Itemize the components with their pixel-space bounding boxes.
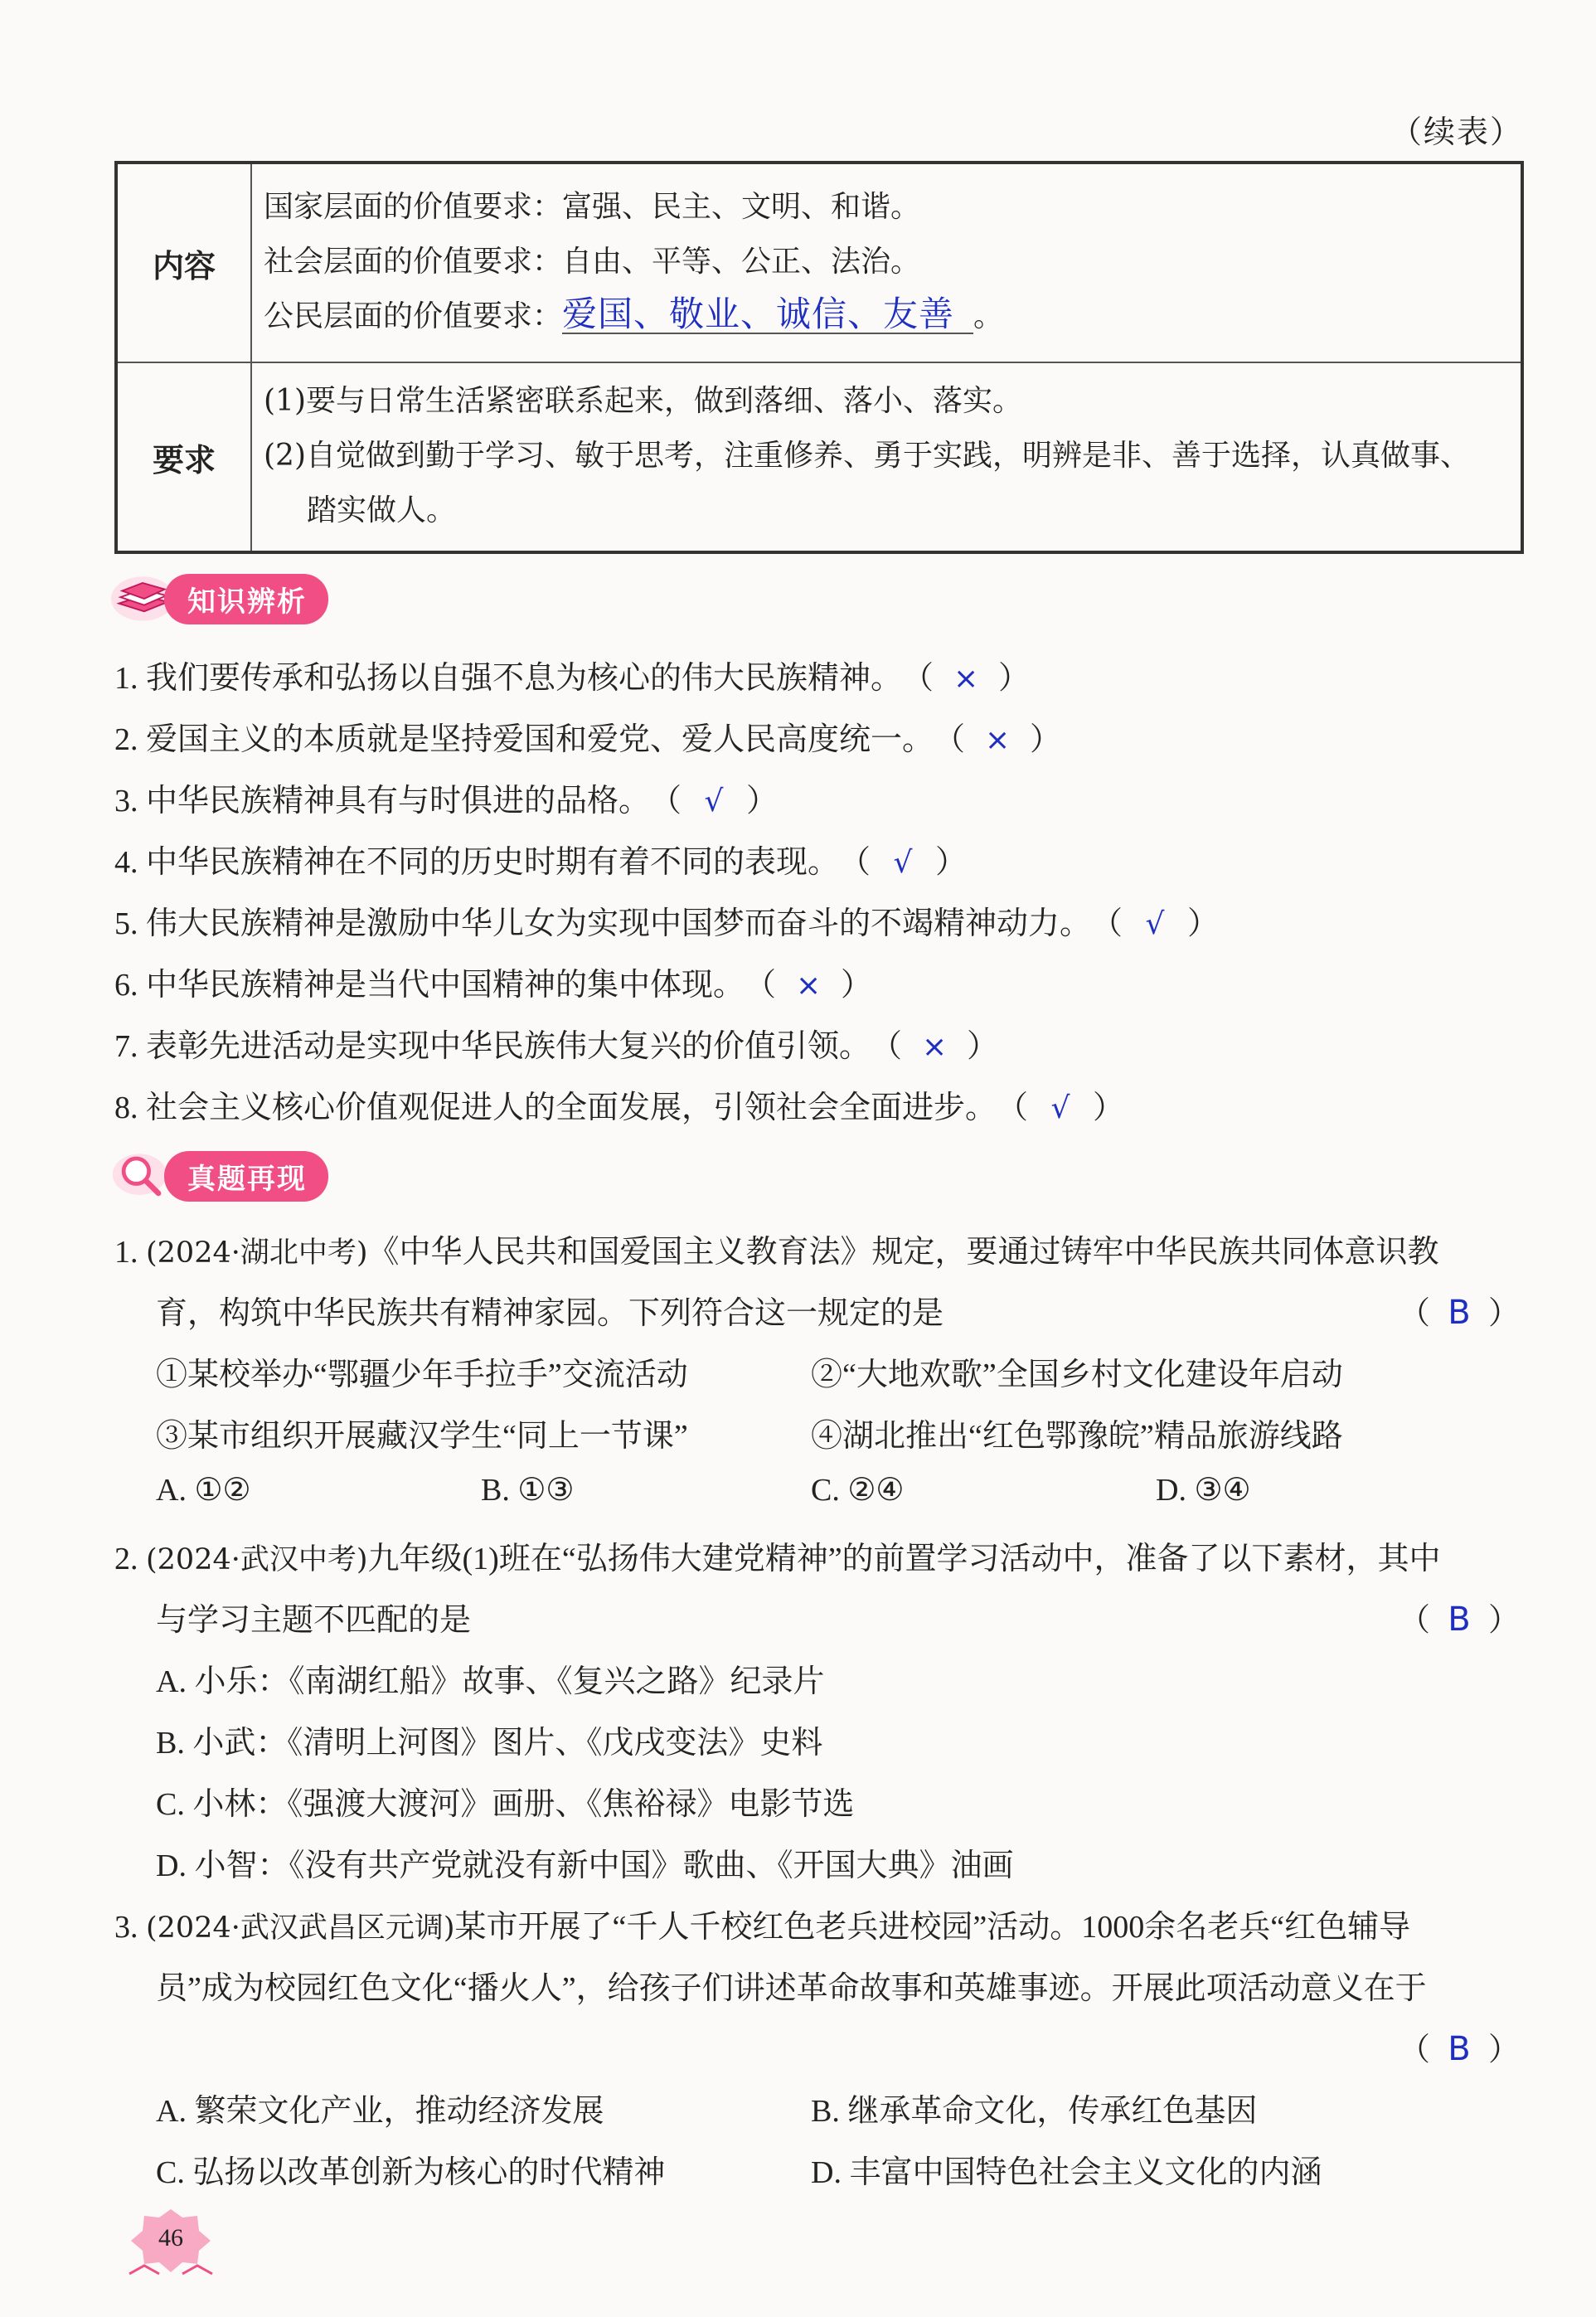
exam-q2-option-a: A. 小乐：《南湖红船》故事、《复兴之路》纪录片 (156, 1664, 825, 1699)
exam-q3-line2: 员”成为校园红色文化“播火人”，给孩子们讲述革命故事和英雄事迹。开展此项活动意义在于 (156, 1971, 1427, 2006)
require-label: 要求 (116, 362, 251, 552)
judge-answer-3: √ (704, 784, 724, 818)
content-line-citizen (264, 289, 1521, 344)
content-row (116, 163, 1522, 362)
judge-item-3: 3. 中华民族精神具有与时俱进的品格。（ √ ） (114, 784, 779, 818)
page-number: 46 (158, 2224, 183, 2251)
exam-q1-option-b: B. ①③ (481, 1473, 575, 1508)
judge-answer-7: × (921, 1030, 948, 1064)
exam-q3-source: (2024·武汉武昌区元调) (146, 1911, 455, 1945)
judge-text-5: 5. 伟大民族精神是激励中华儿女为实现中国梦而奋斗的不竭精神动力。 (114, 906, 1092, 941)
judge-text-6: 6. 中华民族精神是当代中国精神的集中体现。 (114, 968, 745, 1003)
page-number-badge (124, 2206, 224, 2281)
exam-q3-text1: 某市开展了“千人千校红色老兵进校园”活动。1000余名老兵“红色辅导 (454, 1910, 1411, 1945)
judge-item-8: 8. 社会主义核心价值观促进人的全面发展，引领社会全面进步。（ √ ） (114, 1090, 1125, 1125)
exam-q3-option-d: D. 丰富中国特色社会主义文化的内涵 (811, 2155, 1322, 2190)
exam-q1-statement-3: ③某市组织开展藏汉学生“同上一节课” (156, 1419, 688, 1454)
judge-text-1: 1. 我们要传承和弘扬以自强不息为核心的伟大民族精神。 (114, 661, 903, 696)
exam-q1-number: 1. (114, 1235, 138, 1270)
section-knowledge-title: 知识辨析 (164, 574, 328, 624)
exam-q2-line1 (114, 1533, 1441, 1578)
exam-q2-answer: B (1448, 1601, 1471, 1639)
judge-answer-8: √ (1050, 1091, 1070, 1125)
exam-q1-option-c: C. ②④ (811, 1473, 905, 1508)
exam-q2-option-b: B. 小武：《清明上河图》图片、《戊戌变法》史料 (156, 1726, 823, 1761)
judge-text-2: 2. 爱国主义的本质就是坚持爱国和爱党、爱人民高度统一。 (114, 722, 934, 757)
exam-q3-answer: B (1448, 2030, 1471, 2068)
judge-answer-5: √ (1145, 907, 1165, 941)
judge-text-7: 7. 表彰先进活动是实现中华民族伟大复兴的价值引领。 (114, 1029, 871, 1064)
section-knowledge-header (109, 572, 328, 625)
judge-text-4: 4. 中华民族精神在不同的历史时期有着不同的表现。 (114, 845, 840, 880)
exam-q3-option-b: B. 继承革命文化，传承红色基因 (811, 2094, 1258, 2129)
requirement-line-2: (2)自觉做到勤于学习、敏于思考，注重修养、勇于实践，明辨是非、善于选择，认真做事、 (264, 439, 1470, 473)
requirement-row (116, 362, 1522, 552)
exam-q3-option-a: A. 繁荣文化产业，推动经济发展 (156, 2094, 604, 2129)
requirement-line-1: (1)要与日常生活紧密联系起来，做到落细、落小、落实。 (264, 384, 1022, 418)
requirement-line-3: 踏实做人。 (307, 493, 457, 527)
exam-q1-option-d: D. ③④ (1156, 1473, 1251, 1508)
judge-text-3: 3. 中华民族精神具有与时俱进的品格。 (114, 784, 651, 818)
exam-q2-text1: 九年级(1)班在“弘扬伟大建党精神”的前置学习活动中，准备了以下素材，其中 (367, 1542, 1441, 1576)
exam-q1-source: (2024·湖北中考) (146, 1236, 368, 1270)
exam-q1-option-a: A. ①② (156, 1473, 251, 1508)
judge-item-1: 1. 我们要传承和弘扬以自强不息为核心的伟大民族精神。（ × ） (114, 661, 1031, 696)
exam-q3-number: 3. (114, 1910, 138, 1945)
exam-q1-statement-4: ④湖北推出“红色鄂豫皖”精品旅游线路 (811, 1419, 1343, 1454)
exam-q1-answer: B (1448, 1294, 1471, 1332)
judge-item-4: 4. 中华民族精神在不同的历史时期有着不同的表现。（ √ ） (114, 845, 968, 880)
judge-answer-2: × (984, 723, 1011, 757)
values-table (114, 161, 1524, 554)
exam-q2-source: (2024·武汉中考) (146, 1543, 368, 1576)
section-exam-header (109, 1149, 328, 1202)
judge-answer-4: √ (893, 846, 913, 880)
exam-q1-answer-box: （ B ） (1398, 1294, 1520, 1332)
citizen-prefix: 公民层面的价值要求： (264, 299, 563, 333)
exam-q1-statement-1: ①某校举办“鄂疆少年手拉手”交流活动 (156, 1358, 688, 1392)
exam-q1-statement-2: ②“大地欢歌”全国乡村文化建设年启动 (811, 1358, 1343, 1392)
citizen-suffix: 。 (973, 299, 1004, 333)
requirement-cell (251, 362, 1522, 552)
exam-q2-number: 2. (114, 1542, 138, 1576)
content-line-national: 国家层面的价值要求：富强、民主、文明、和谐。 (264, 190, 921, 224)
content-cell (251, 163, 1522, 362)
citizen-answer: 爱国、敬业、诚信、友善 (562, 296, 973, 334)
judge-item-7: 7. 表彰先进活动是实现中华民族伟大复兴的价值引领。（ × ） (114, 1029, 999, 1064)
exam-q2-line2: 与学习主题不匹配的是 (156, 1603, 472, 1638)
exam-q1-line2: 育，构筑中华民族共有精神家园。下列符合这一规定的是 (156, 1296, 944, 1331)
exam-q3-option-c: C. 弘扬以改革创新为核心的时代精神 (156, 2155, 666, 2190)
exam-q2-option-d: D. 小智：《没有共产党就没有新中国》歌曲、《开国大典》油画 (156, 1848, 1014, 1883)
content-line-social: 社会层面的价值要求：自由、平等、公正、法治。 (264, 245, 921, 279)
exam-q1-line1 (114, 1226, 1439, 1271)
exam-q1-text1: 《中华人民共和国爱国主义教育法》规定，要通过铸牢中华民族共同体意识教 (367, 1235, 1439, 1270)
judge-item-6: 6. 中华民族精神是当代中国精神的集中体现。（ × ） (114, 968, 873, 1003)
continued-label: （续表） (1390, 114, 1523, 150)
judge-item-2: 2. 爱国主义的本质就是坚持爱国和爱党、爱人民高度统一。（ × ） (114, 722, 1062, 757)
exam-q2-answer-box: （ B ） (1398, 1601, 1520, 1639)
content-label: 内容 (116, 163, 251, 362)
exam-q3-line1 (114, 1901, 1410, 1946)
judge-item-5: 5. 伟大民族精神是激励中华儿女为实现中国梦而奋斗的不竭精神动力。（ √ ） (114, 906, 1220, 941)
judge-answer-6: × (795, 969, 822, 1003)
exam-q3-answer-box: （ B ） (1398, 2030, 1520, 2068)
judge-answer-1: × (953, 662, 979, 696)
judge-text-8: 8. 社会主义核心价值观促进人的全面发展，引领社会全面进步。 (114, 1090, 997, 1125)
exam-q2-option-c: C. 小林：《强渡大渡河》画册、《焦裕禄》电影节选 (156, 1787, 855, 1822)
section-exam-title: 真题再现 (164, 1151, 328, 1202)
